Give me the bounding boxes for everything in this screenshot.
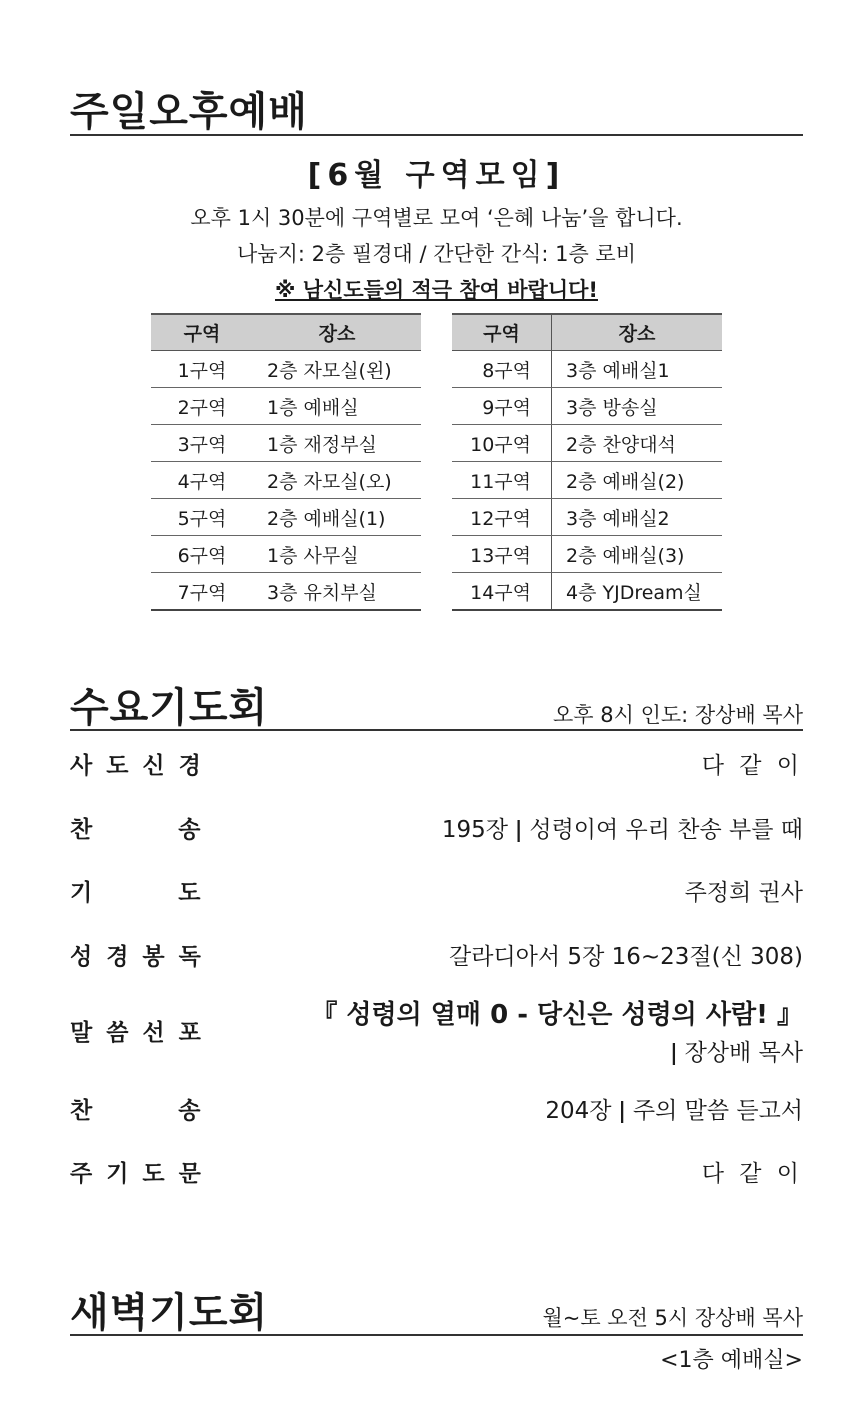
area-cell: 4구역	[151, 462, 253, 499]
section-subtitle-wednesday: 오후 8시 인도: 장상배 목사	[553, 703, 803, 727]
place-cell: 2층 예배실(1)	[253, 499, 421, 536]
table-row	[151, 499, 421, 536]
order-label-hymn-2: 찬송	[70, 1098, 287, 1124]
section-divider	[70, 1334, 803, 1336]
table-row	[151, 462, 421, 499]
notice-line-time: 오후 1시 30분에 구역별로 모여 ‘은혜 나눔’을 합니다.	[190, 206, 683, 230]
area-cell: 14구역	[452, 573, 552, 611]
area-cell: 13구역	[452, 536, 552, 573]
order-label-lords-prayer: 주기도문	[70, 1161, 215, 1187]
table-row	[452, 351, 722, 388]
area-cell: 2구역	[151, 388, 253, 425]
place-cell: 2층 자모실(왼)	[253, 351, 421, 388]
place-cell: 4층 YJDream실	[552, 573, 723, 611]
place-cell: 2층 예배실(2)	[552, 462, 723, 499]
place-cell: 2층 예배실(3)	[552, 536, 723, 573]
area-cell: 7구역	[151, 573, 253, 611]
area-cell: 9구역	[452, 388, 552, 425]
area-cell: 1구역	[151, 351, 253, 388]
table-row	[452, 388, 722, 425]
area-cell: 8구역	[452, 351, 552, 388]
order-value-hymn-2: 204장 ǀ 주의 말씀 듣고서	[545, 1098, 803, 1124]
column-header-place: 장소	[253, 314, 421, 351]
place-cell: 2층 자모실(오)	[253, 462, 421, 499]
area-cell: 11구역	[452, 462, 552, 499]
place-cell: 2층 찬양대석	[552, 425, 723, 462]
order-label-prayer: 기도	[70, 880, 287, 906]
dawn-location: <1층 예배실>	[660, 1348, 803, 1373]
section-title-dawn: 새벽기도회	[70, 1290, 269, 1336]
column-header-area: 구역	[452, 314, 552, 351]
place-cell: 3층 방송실	[552, 388, 723, 425]
notice-title: [6월 구역모임]	[307, 158, 566, 193]
sermon-speaker: ǀ 장상배 목사	[670, 1040, 803, 1066]
order-value-hymn: 195장 ǀ 성령이여 우리 찬송 부를 때	[441, 817, 803, 843]
table-row	[151, 573, 421, 611]
area-table-right	[452, 313, 722, 611]
notice-line-location: 나눔지: 2층 필경대 / 간단한 간식: 1층 로비	[237, 242, 636, 266]
column-header-area: 구역	[151, 314, 253, 351]
area-cell: 3구역	[151, 425, 253, 462]
table-row	[151, 388, 421, 425]
order-label-sermon: 말씀선포	[70, 1020, 215, 1046]
area-cell: 5구역	[151, 499, 253, 536]
section-subtitle-dawn: 월~토 오전 5시 장상배 목사	[542, 1306, 803, 1330]
order-value-prayer: 주정희 권사	[684, 880, 803, 906]
sermon-title: 『 성령의 열매 0 - 당신은 성령의 사람! 』	[311, 1000, 803, 1030]
table-row	[151, 536, 421, 573]
column-header-place: 장소	[552, 314, 723, 351]
section-title-wednesday: 수요기도회	[70, 685, 269, 731]
table-row	[452, 536, 722, 573]
place-cell: 1층 재정부실	[253, 425, 421, 462]
table-row	[151, 425, 421, 462]
place-cell: 1층 사무실	[253, 536, 421, 573]
order-label-creed: 사도신경	[70, 753, 215, 779]
order-label-scripture: 성경봉독	[70, 944, 215, 970]
place-cell: 3층 예배실2	[552, 499, 723, 536]
place-cell: 3층 유치부실	[253, 573, 421, 611]
section-divider	[70, 729, 803, 731]
place-cell: 3층 예배실1	[552, 351, 723, 388]
order-label-hymn: 찬송	[70, 817, 287, 843]
table-row	[452, 425, 722, 462]
order-value-lords-prayer: 다 같 이	[701, 1161, 803, 1187]
notice-line-appeal: ※ 남신도들의 적극 참여 바랍니다!	[275, 278, 598, 302]
area-cell: 6구역	[151, 536, 253, 573]
order-value-scripture: 갈라디아서 5장 16~23절(신 308)	[449, 944, 803, 970]
table-row	[452, 573, 722, 611]
section-divider	[70, 134, 803, 136]
table-row	[151, 351, 421, 388]
table-row	[452, 499, 722, 536]
place-cell: 1층 예배실	[253, 388, 421, 425]
area-table-left	[151, 313, 421, 611]
section-title-sunday: 주일오후예배	[70, 89, 308, 135]
area-cell: 12구역	[452, 499, 552, 536]
area-cell: 10구역	[452, 425, 552, 462]
table-row	[452, 462, 722, 499]
order-value-creed: 다 같 이	[701, 753, 803, 779]
